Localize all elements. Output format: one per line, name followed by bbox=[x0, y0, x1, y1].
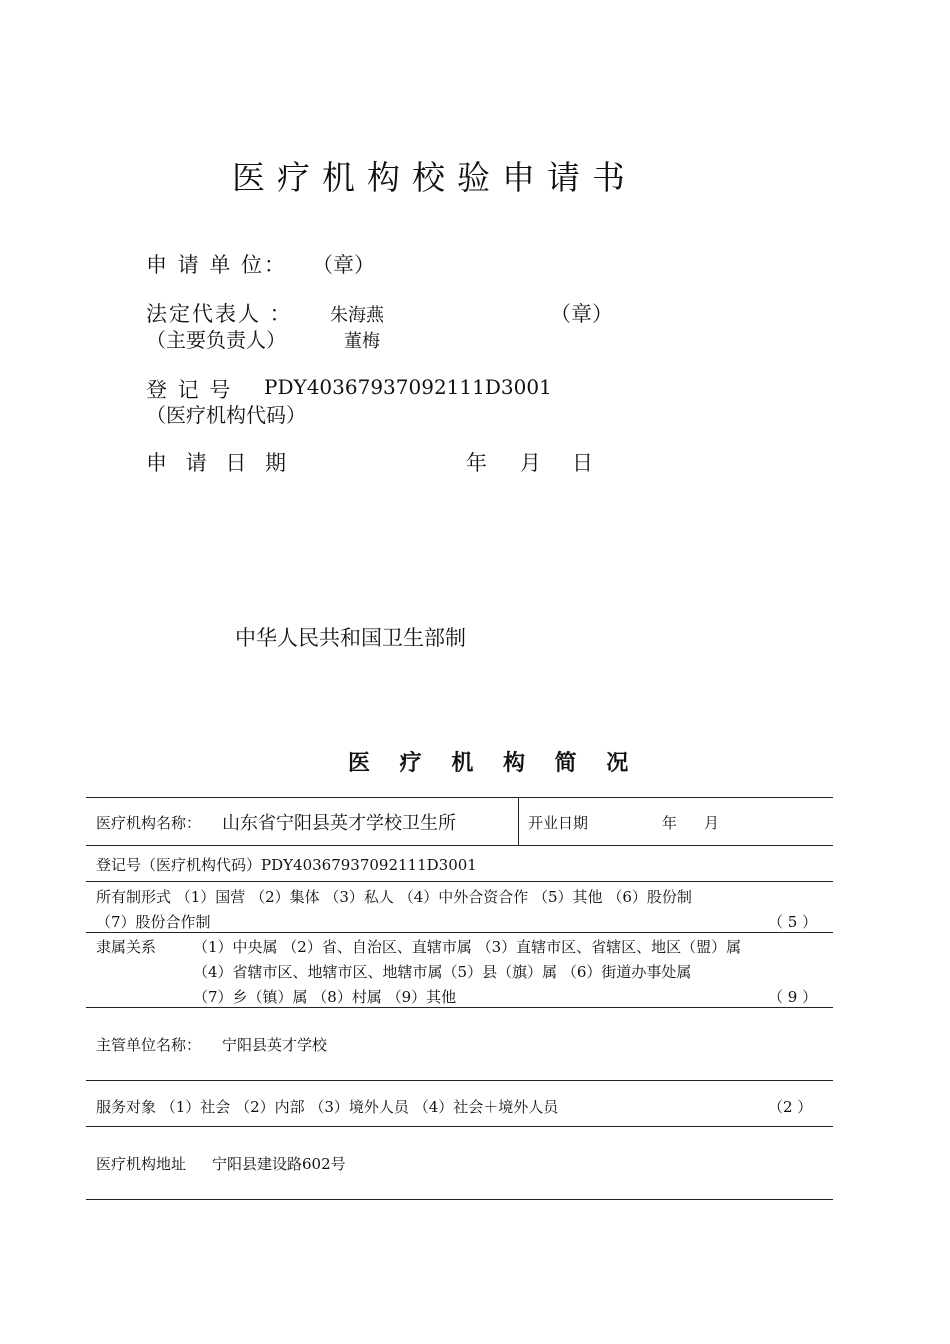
legal-rep-seal: （章） bbox=[550, 302, 613, 326]
table-column-divider bbox=[518, 797, 519, 845]
table-top-border bbox=[86, 797, 833, 798]
facility-name-label: 医疗机构名称： bbox=[96, 814, 202, 832]
affiliation-options-line2: （4）省辖市区、地辖市区、地辖市属（5）县（旗）属 （6）街道办事处属 bbox=[193, 963, 692, 981]
apply-date-label: 申 请 日 期 bbox=[146, 451, 293, 475]
supervisor-label: 主管单位名称： bbox=[96, 1036, 202, 1054]
ownership-answer: （ 5 ） bbox=[768, 913, 818, 931]
table-row-divider bbox=[86, 932, 833, 933]
open-date-year: 年 bbox=[662, 814, 678, 832]
affiliation-options-line3: （7）乡（镇）属 （8）村属 （9）其他 bbox=[193, 988, 457, 1006]
registration-label: 登 记 号 bbox=[146, 378, 233, 402]
legal-rep-value: 朱海燕 bbox=[330, 305, 384, 326]
registration-sub-label: （医疗机构代码） bbox=[146, 403, 306, 427]
page-title: 医疗机构校验申请书 bbox=[232, 158, 637, 197]
open-date-label: 开业日期 bbox=[528, 814, 589, 832]
registration-row: 登记号（医疗机构代码）PDY40367937092111D3001 bbox=[96, 856, 477, 874]
affiliation-options-line1: （1）中央属 （2）省、自治区、直辖市属 （3）直辖市区、省辖区、地区（盟）属 bbox=[193, 938, 742, 956]
ownership-options-line1: 所有制形式 （1）国营 （2）集体 （3）私人 （4）中外合资合作 （5）其他 （6）股份制 bbox=[96, 888, 692, 906]
address-label: 医疗机构地址 bbox=[96, 1155, 187, 1173]
applicant-seal: （章） bbox=[312, 253, 375, 277]
apply-date-day: 日 bbox=[572, 451, 593, 475]
principal-value: 董梅 bbox=[344, 331, 380, 352]
overview-title: 医 疗 机 构 简 况 bbox=[348, 750, 640, 776]
principal-label: （主要负责人） bbox=[146, 328, 286, 352]
apply-date-month: 月 bbox=[520, 451, 541, 475]
affiliation-answer: （ 9 ） bbox=[768, 988, 818, 1006]
table-row-divider bbox=[86, 881, 833, 882]
table-row-divider bbox=[86, 1080, 833, 1081]
issuer-text: 中华人民共和国卫生部制 bbox=[235, 626, 466, 650]
address-value: 宁阳县建设路602号 bbox=[212, 1155, 346, 1173]
registration-value: PDY40367937092111D3001 bbox=[264, 375, 552, 399]
table-row-divider bbox=[86, 1126, 833, 1127]
legal-rep-label: 法定代表人 ： bbox=[146, 302, 293, 326]
table-row-divider bbox=[86, 845, 833, 846]
table-bottom-border bbox=[86, 1199, 833, 1200]
open-date-month: 月 bbox=[704, 814, 720, 832]
service-target-answer: （2 ） bbox=[768, 1098, 813, 1116]
table-row-divider bbox=[86, 1007, 833, 1008]
affiliation-label: 隶属关系 bbox=[96, 938, 157, 956]
applicant-label: 申 请 单 位： bbox=[146, 253, 288, 277]
facility-name-value: 山东省宁阳县英才学校卫生所 bbox=[222, 813, 456, 834]
service-target-options: 服务对象 （1）社会 （2）内部 （3）境外人员 （4）社会＋境外人员 bbox=[96, 1098, 559, 1116]
apply-date-year: 年 bbox=[466, 451, 487, 475]
ownership-options-line2: （7）股份合作制 bbox=[96, 913, 211, 931]
supervisor-value: 宁阳县英才学校 bbox=[222, 1036, 328, 1054]
